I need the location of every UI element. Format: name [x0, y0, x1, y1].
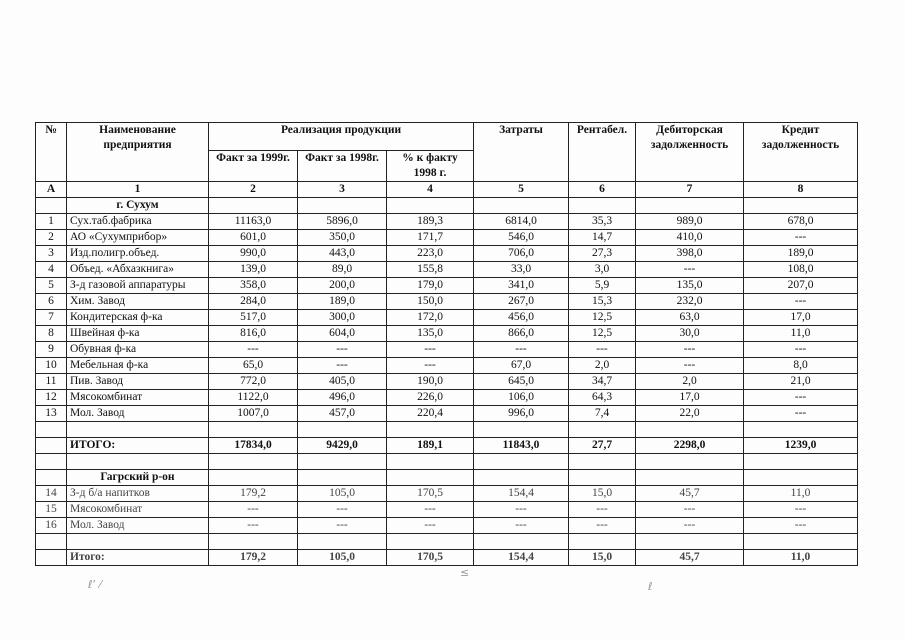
table-cell: [36, 198, 67, 214]
table-cell: Объед. «Абхазкнига»: [67, 262, 209, 278]
table-cell: 189,3: [387, 214, 474, 230]
table-cell: Изд.полигр.объед.: [67, 246, 209, 262]
table-cell: [298, 422, 387, 438]
table-cell: ---: [474, 502, 569, 518]
table-cell: 170,5: [387, 550, 474, 566]
table-cell: 105,0: [298, 486, 387, 502]
table-cell: 35,3: [569, 214, 636, 230]
table-cell: 5,9: [569, 278, 636, 294]
table-cell: 989,0: [636, 214, 744, 230]
table-cell: 457,0: [298, 406, 387, 422]
table-cell: [209, 198, 298, 214]
table-cell: ---: [209, 342, 298, 358]
table-row: [36, 278, 858, 294]
table-cell: 207,0: [744, 278, 858, 294]
table-cell: 223,0: [387, 246, 474, 262]
table-cell: 65,0: [209, 358, 298, 374]
table-row: [36, 310, 858, 326]
table-cell: 14: [36, 486, 67, 502]
table-cell: [636, 470, 744, 486]
table-cell: 456,0: [474, 310, 569, 326]
table-row: [36, 486, 858, 502]
table-cell: [36, 534, 67, 550]
table-cell: 9429,0: [298, 438, 387, 454]
table-cell: [474, 534, 569, 550]
table-cell: 990,0: [209, 246, 298, 262]
table-cell: 21,0: [744, 374, 858, 390]
table-cell: [36, 470, 67, 486]
table-cell: 30,0: [636, 326, 744, 342]
table-cell: 11843,0: [474, 438, 569, 454]
section-title: Гагрский р-он: [67, 470, 209, 486]
table-cell: [744, 534, 858, 550]
total-label: ИТОГО:: [67, 438, 209, 454]
total-row: [36, 550, 858, 566]
table-cell: ---: [569, 342, 636, 358]
table-cell: [67, 422, 209, 438]
table-cell: ---: [636, 342, 744, 358]
table-row: [36, 326, 858, 342]
table-cell: [569, 454, 636, 470]
index-row: [36, 182, 858, 198]
table-cell: 8: [744, 182, 858, 198]
table-cell: 13: [36, 406, 67, 422]
table-cell: [209, 454, 298, 470]
table-cell: 11: [36, 374, 67, 390]
table-cell: Мясокомбинат: [67, 502, 209, 518]
table-cell: 11,0: [744, 486, 858, 502]
table-cell: 358,0: [209, 278, 298, 294]
header-name: Наименование предприятия: [67, 123, 209, 182]
table-cell: 706,0: [474, 246, 569, 262]
table-cell: [36, 438, 67, 454]
table-cell: 350,0: [298, 230, 387, 246]
table-cell: 601,0: [209, 230, 298, 246]
table-cell: Сух.таб.фабрика: [67, 214, 209, 230]
table-cell: 63,0: [636, 310, 744, 326]
table-cell: 150,0: [387, 294, 474, 310]
table-cell: А: [36, 182, 67, 198]
table-cell: 27,7: [569, 438, 636, 454]
table-cell: [387, 422, 474, 438]
header-debit: Дебиторская задолженность: [636, 123, 744, 182]
table-cell: [744, 198, 858, 214]
table-cell: 7: [636, 182, 744, 198]
table-cell: 5896,0: [298, 214, 387, 230]
table-cell: 27,3: [569, 246, 636, 262]
table-cell: 17834,0: [209, 438, 298, 454]
table-row: [36, 246, 858, 262]
table-row: [36, 262, 858, 278]
table-row: [36, 358, 858, 374]
table-cell: 232,0: [636, 294, 744, 310]
table-row: [36, 518, 858, 534]
table-cell: 67,0: [474, 358, 569, 374]
table-cell: 22,0: [636, 406, 744, 422]
table-cell: [474, 198, 569, 214]
table-cell: 15,0: [569, 486, 636, 502]
table-cell: 64,3: [569, 390, 636, 406]
table-cell: 1239,0: [744, 438, 858, 454]
table-cell: Кондитерская ф-ка: [67, 310, 209, 326]
table-cell: ---: [209, 502, 298, 518]
table-cell: 155,8: [387, 262, 474, 278]
table-cell: 678,0: [744, 214, 858, 230]
table-cell: 546,0: [474, 230, 569, 246]
table-cell: ---: [209, 518, 298, 534]
spacer-row: [36, 534, 858, 550]
table-cell: 7: [36, 310, 67, 326]
table-cell: 517,0: [209, 310, 298, 326]
table-cell: 200,0: [298, 278, 387, 294]
table-cell: 300,0: [298, 310, 387, 326]
table-cell: 2,0: [636, 374, 744, 390]
table-cell: 604,0: [298, 326, 387, 342]
table-row: [36, 294, 858, 310]
table-cell: 12,5: [569, 310, 636, 326]
table-cell: 179,2: [209, 550, 298, 566]
table-cell: [569, 198, 636, 214]
pen-mark-3: ℓ: [648, 580, 653, 593]
table-cell: 105,0: [298, 550, 387, 566]
table-cell: ---: [569, 518, 636, 534]
table-cell: [387, 534, 474, 550]
table-cell: ---: [744, 406, 858, 422]
enterprise-table: [35, 122, 858, 566]
table-cell: ---: [569, 502, 636, 518]
table-cell: 15,0: [569, 550, 636, 566]
table-cell: 9: [36, 342, 67, 358]
table-cell: 171,7: [387, 230, 474, 246]
table-cell: 6: [569, 182, 636, 198]
table-cell: ---: [744, 518, 858, 534]
table-cell: Мебельная ф-ка: [67, 358, 209, 374]
table-cell: ---: [744, 390, 858, 406]
table-cell: 16: [36, 518, 67, 534]
table-cell: 410,0: [636, 230, 744, 246]
table-cell: [636, 422, 744, 438]
table-cell: 17,0: [636, 390, 744, 406]
table-cell: 2: [209, 182, 298, 198]
table-cell: 33,0: [474, 262, 569, 278]
table-cell: [569, 534, 636, 550]
table-row: [36, 214, 858, 230]
table-cell: 3: [36, 246, 67, 262]
table-cell: [744, 422, 858, 438]
total-row: [36, 438, 858, 454]
table-cell: [298, 470, 387, 486]
table-cell: 1: [36, 214, 67, 230]
table-cell: ---: [744, 342, 858, 358]
table-cell: 496,0: [298, 390, 387, 406]
table-cell: 3,0: [569, 262, 636, 278]
table-cell: ---: [387, 342, 474, 358]
table-cell: 189,1: [387, 438, 474, 454]
table-cell: 106,0: [474, 390, 569, 406]
header-profit: Рентабел.: [569, 123, 636, 182]
table-cell: 11,0: [744, 326, 858, 342]
table-cell: 226,0: [387, 390, 474, 406]
table-cell: 34,7: [569, 374, 636, 390]
table-row: [36, 374, 858, 390]
table-cell: 2,0: [569, 358, 636, 374]
pen-mark-2: ≤: [460, 566, 470, 579]
table-cell: [209, 470, 298, 486]
table-cell: 12,5: [569, 326, 636, 342]
table-cell: ---: [474, 342, 569, 358]
table-cell: 6814,0: [474, 214, 569, 230]
table-cell: ---: [744, 294, 858, 310]
table-cell: [636, 454, 744, 470]
table-cell: 45,7: [636, 550, 744, 566]
header-fact1999: Факт за 1999г.: [209, 151, 298, 182]
table-cell: 15,3: [569, 294, 636, 310]
table-cell: 135,0: [387, 326, 474, 342]
table-row: [36, 390, 858, 406]
table-cell: [36, 550, 67, 566]
table-cell: 10: [36, 358, 67, 374]
table-cell: 866,0: [474, 326, 569, 342]
table-cell: [387, 198, 474, 214]
table-cell: ---: [387, 518, 474, 534]
table-cell: 8,0: [744, 358, 858, 374]
table-cell: 135,0: [636, 278, 744, 294]
table-cell: 816,0: [209, 326, 298, 342]
table-cell: 267,0: [474, 294, 569, 310]
table-cell: 341,0: [474, 278, 569, 294]
table-cell: ---: [636, 358, 744, 374]
table-cell: Мол. Завод: [67, 406, 209, 422]
table-row: [36, 502, 858, 518]
table-cell: ---: [744, 230, 858, 246]
header-num: №: [36, 123, 67, 182]
table-row: [36, 406, 858, 422]
table-cell: 89,0: [298, 262, 387, 278]
table-cell: ---: [387, 358, 474, 374]
table-cell: 190,0: [387, 374, 474, 390]
table-cell: 772,0: [209, 374, 298, 390]
table-cell: АО «Сухумприбор»: [67, 230, 209, 246]
table-cell: ---: [636, 262, 744, 278]
table-cell: 6: [36, 294, 67, 310]
table-cell: 11163,0: [209, 214, 298, 230]
table-cell: Пив. Завод: [67, 374, 209, 390]
table-cell: 2298,0: [636, 438, 744, 454]
table-cell: 45,7: [636, 486, 744, 502]
table-cell: Мол. Завод: [67, 518, 209, 534]
pen-mark-1: ℓ’ ⁄: [88, 578, 102, 591]
spacer-row: [36, 422, 858, 438]
header-realization: Реализация продукции: [209, 123, 474, 151]
table-cell: ---: [387, 502, 474, 518]
table-cell: [569, 422, 636, 438]
table-cell: [474, 422, 569, 438]
section-title-row: [36, 198, 858, 214]
table-cell: ---: [298, 342, 387, 358]
table-cell: ---: [298, 502, 387, 518]
table-cell: ---: [636, 502, 744, 518]
table-cell: 443,0: [298, 246, 387, 262]
table-row: [36, 342, 858, 358]
table-cell: З-д газовой аппаратуры: [67, 278, 209, 294]
total-label: Итого:: [67, 550, 209, 566]
table-cell: 7,4: [569, 406, 636, 422]
table-cell: 3: [298, 182, 387, 198]
table-cell: 1007,0: [209, 406, 298, 422]
table-cell: 179,0: [387, 278, 474, 294]
table-cell: Мясокомбинат: [67, 390, 209, 406]
table-cell: 14,7: [569, 230, 636, 246]
table-cell: 4: [387, 182, 474, 198]
table-cell: [36, 422, 67, 438]
table-cell: 11,0: [744, 550, 858, 566]
table-cell: [67, 454, 209, 470]
table-cell: 8: [36, 326, 67, 342]
table-cell: 189,0: [744, 246, 858, 262]
table-row: [36, 230, 858, 246]
table-cell: ---: [744, 502, 858, 518]
header-pct: % к факту 1998 г.: [387, 151, 474, 182]
table-cell: [474, 470, 569, 486]
table-cell: [298, 198, 387, 214]
table-cell: ---: [298, 358, 387, 374]
header-costs: Затраты: [474, 123, 569, 182]
table-cell: [67, 534, 209, 550]
table-cell: [209, 534, 298, 550]
table-cell: 108,0: [744, 262, 858, 278]
table-cell: 154,4: [474, 550, 569, 566]
table-cell: 5: [36, 278, 67, 294]
spacer-row: [36, 454, 858, 470]
table-cell: Обувная ф-ка: [67, 342, 209, 358]
table-cell: ---: [298, 518, 387, 534]
table-cell: Хим. Завод: [67, 294, 209, 310]
table-cell: [298, 534, 387, 550]
table-cell: ---: [636, 518, 744, 534]
table-cell: 5: [474, 182, 569, 198]
section-title-row: [36, 470, 858, 486]
table-cell: 1: [67, 182, 209, 198]
table-cell: ---: [474, 518, 569, 534]
table-body: [36, 123, 858, 566]
table-cell: [744, 454, 858, 470]
table-cell: 17,0: [744, 310, 858, 326]
header-credit: Кредит задолженность: [744, 123, 858, 182]
table-cell: [636, 534, 744, 550]
header-row-1: [36, 123, 858, 151]
table-cell: 996,0: [474, 406, 569, 422]
table-cell: 12: [36, 390, 67, 406]
table-cell: [569, 470, 636, 486]
table-cell: 220,4: [387, 406, 474, 422]
table-cell: 284,0: [209, 294, 298, 310]
table-cell: Швейная ф-ка: [67, 326, 209, 342]
table-cell: 4: [36, 262, 67, 278]
table-cell: 139,0: [209, 262, 298, 278]
table-cell: 1122,0: [209, 390, 298, 406]
table-cell: [744, 470, 858, 486]
header-fact1998: Факт за 1998г.: [298, 151, 387, 182]
table-cell: 189,0: [298, 294, 387, 310]
table-cell: 179,2: [209, 486, 298, 502]
table-cell: 170,5: [387, 486, 474, 502]
table-cell: 15: [36, 502, 67, 518]
table-cell: [209, 422, 298, 438]
table-cell: З-д б/а напитков: [67, 486, 209, 502]
table-cell: [636, 198, 744, 214]
table-cell: [387, 454, 474, 470]
table-cell: 2: [36, 230, 67, 246]
table-cell: 398,0: [636, 246, 744, 262]
table-cell: 405,0: [298, 374, 387, 390]
table-cell: [36, 454, 67, 470]
table-cell: 645,0: [474, 374, 569, 390]
table-cell: 154,4: [474, 486, 569, 502]
table-cell: 172,0: [387, 310, 474, 326]
table-cell: [474, 454, 569, 470]
table-cell: [387, 470, 474, 486]
table-cell: [298, 454, 387, 470]
section-title: г. Сухум: [67, 198, 209, 214]
